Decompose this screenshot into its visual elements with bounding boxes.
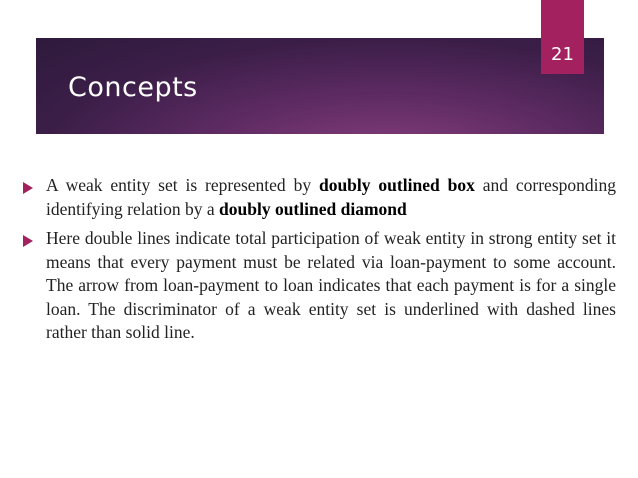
emphasized-term: doubly outlined box xyxy=(318,175,475,195)
triangle-bullet-icon xyxy=(23,235,33,247)
bullet-item xyxy=(0,174,638,221)
bullet-list xyxy=(0,174,638,351)
emphasized-term: doubly outlined diamond xyxy=(219,198,407,219)
triangle-bullet-icon xyxy=(23,182,33,194)
bullet-item xyxy=(0,227,638,345)
bullet-text-segment: and corresponding identifying relation by a xyxy=(46,175,616,219)
bullet-text-segment: A weak entity set is represented by xyxy=(46,175,319,195)
bullet-text xyxy=(46,174,616,221)
page-number: 21 xyxy=(551,44,574,65)
bullet-text: Here double lines indicate total participation of weak entity in strong entity set it means that every payment must be related via loan-payment to some account. The arrow from loan-payment to loan indicates that each payment is for a single loan. The discriminator of a weak entity set is underlined with dashed lines rather than solid line. xyxy=(46,228,616,342)
slide-title: Concepts xyxy=(68,72,198,103)
